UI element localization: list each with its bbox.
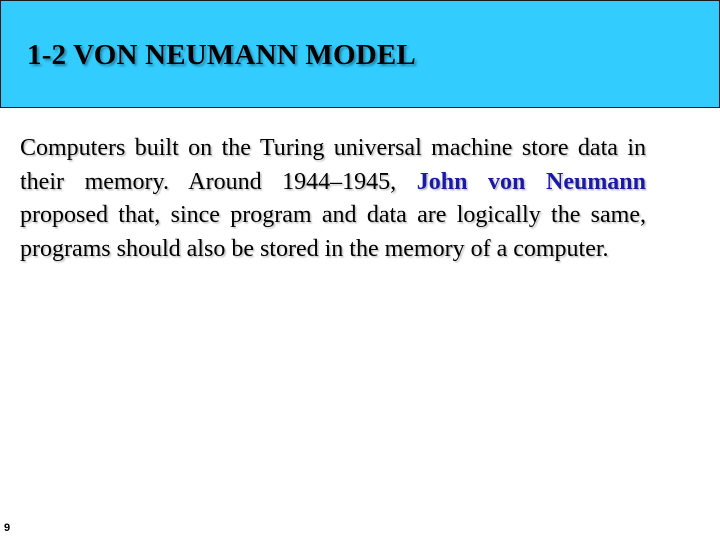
highlighted-name: John von Neumann	[416, 168, 647, 195]
body-text-end: proposed that, since program and data are logically the same, programs should also be stored in the memory of a computer.	[20, 202, 646, 262]
page-number: 9	[4, 522, 11, 534]
body-text-start: Computers built on the Turing universal machine store data in their memory. Around 1944–1945,	[20, 135, 646, 195]
slide-body-paragraph	[20, 132, 646, 266]
slide-title: 1-2 VON NEUMANN MODEL	[27, 39, 416, 71]
title-banner	[0, 0, 720, 108]
